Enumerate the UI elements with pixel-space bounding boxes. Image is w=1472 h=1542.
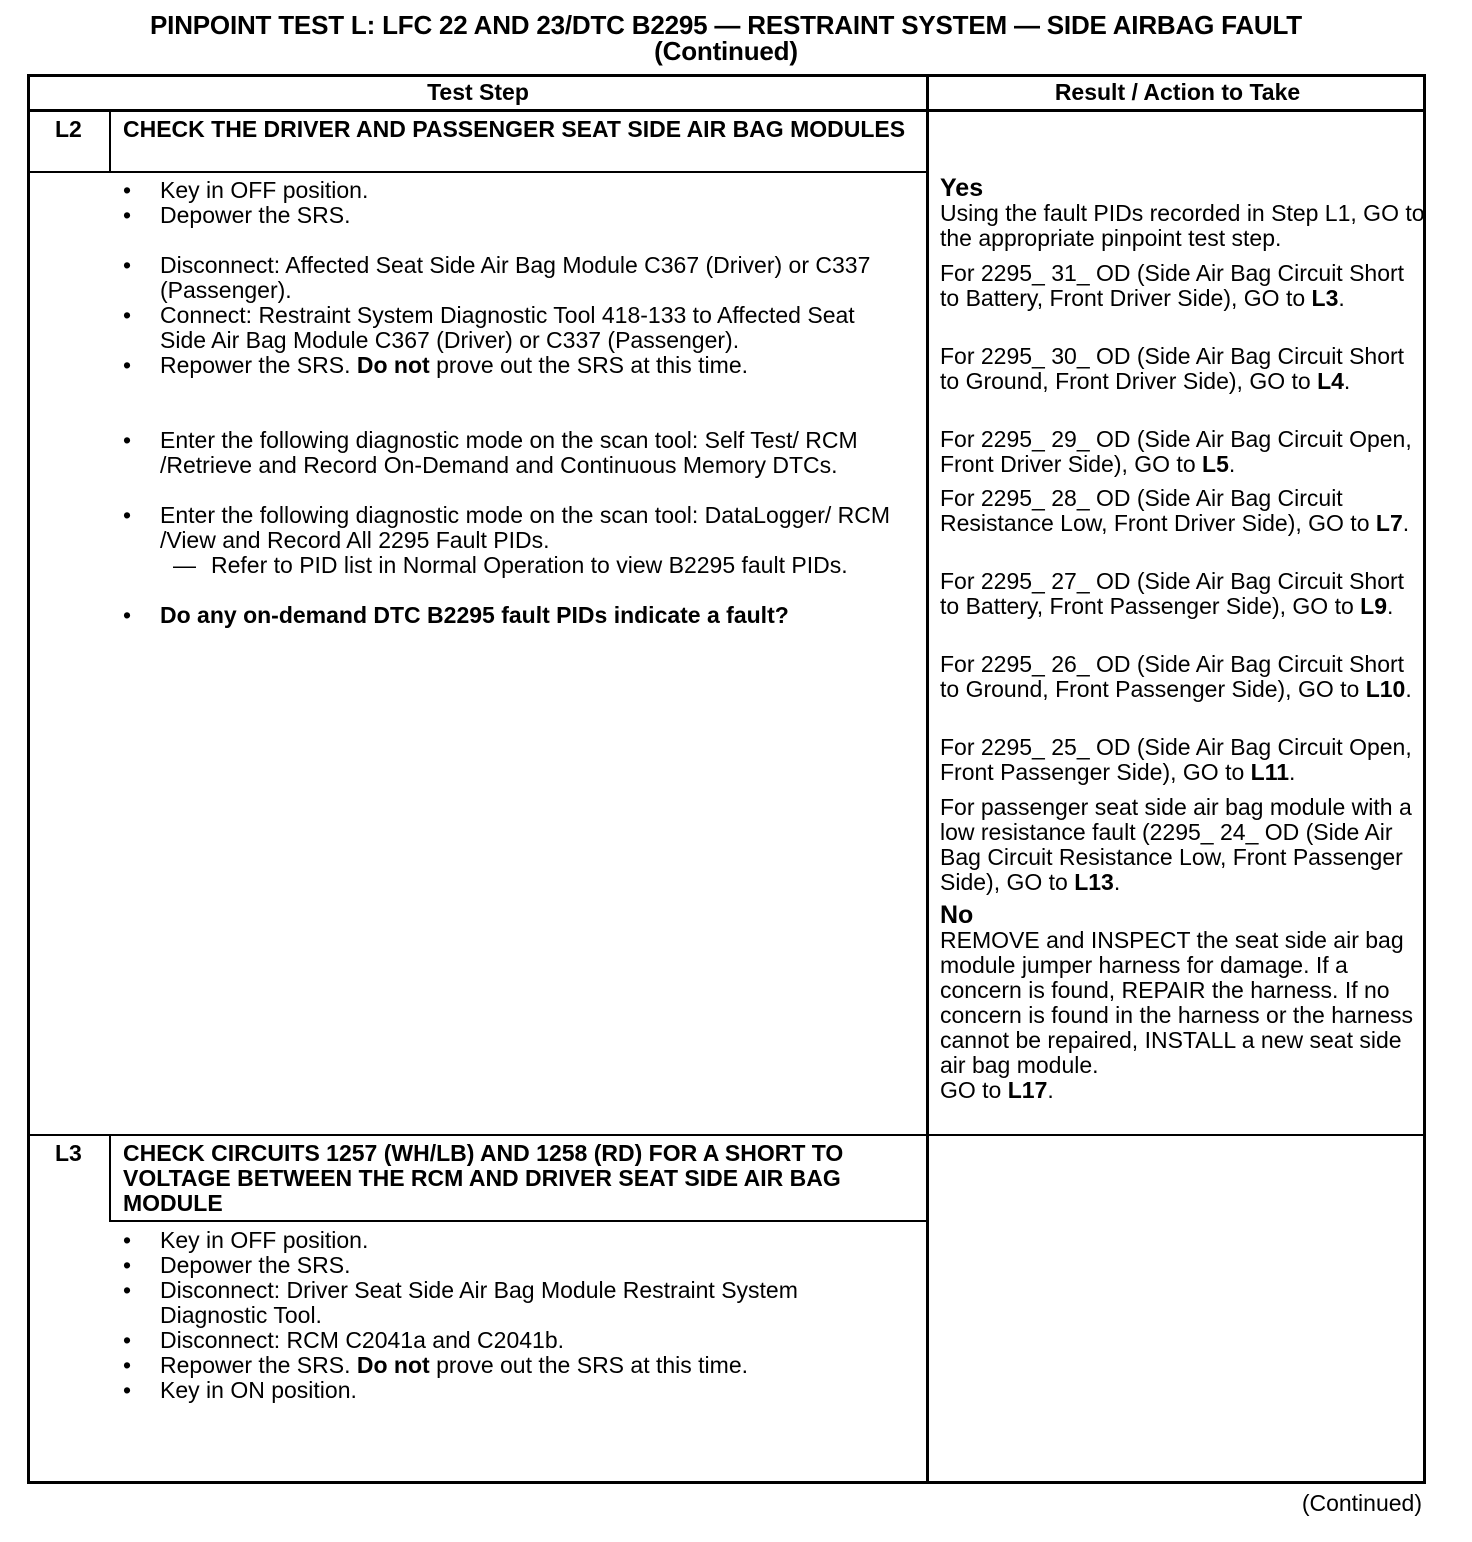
step-title: CHECK THE DRIVER AND PASSENGER SEAT SIDE AIR BAG MODULES [123, 116, 906, 142]
step-id: L3 [55, 1140, 82, 1166]
result-no-heading: No [940, 901, 974, 929]
result-case: For 2295_ 26_ OD (Side Air Bag Circuit Short to Ground, Front Passenger Side), GO to L10. [940, 651, 1412, 702]
result-case: For passenger seat side air bag module with a low resistance fault (2295_ 24_ OD (Side Air Bag Circuit Resistance Low, Front Passenger Side), GO to L13. [940, 794, 1412, 895]
step-row-rule [27, 1134, 1426, 1136]
step-title-rule-l3 [109, 1220, 927, 1222]
result-case: For 2295_ 25_ OD (Side Air Bag Circuit Open, Front Passenger Side), GO to L11. [940, 734, 1412, 785]
header-rule [27, 109, 1426, 112]
result-no-text: REMOVE and INSPECT the seat side air bag module jumper harness for damage. If a concern is found, REPAIR the harness. If no concern is found in the harness or the harness cannot be repaired, INSTALL a new seat side air bag module. [940, 927, 1414, 1078]
step-title: CHECK CIRCUITS 1257 (WH/LB) AND 1258 (RD) FOR A SHORT TO VOLTAGE BETWEEN THE RCM AND DRIVER SEAT SIDE AIR BAG MODULE [123, 1140, 844, 1216]
result-yes-intro: Using the fault PIDs recorded in Step L1, GO to the appropriate pinpoint test step. [940, 200, 1425, 251]
result-yes-block [940, 176, 1426, 251]
step-id-divider-l2 [109, 112, 111, 172]
column-header-result: Result / Action to Take [1054, 79, 1301, 105]
continued-footer: (Continued) [1301, 1490, 1422, 1516]
page-title: PINPOINT TEST L: LFC 22 AND 23/DTC B2295 — RESTRAINT SYSTEM — SIDE AIRBAG FAULT [150, 10, 1302, 40]
result-case: For 2295_ 27_ OD (Side Air Bag Circuit Short to Battery, Front Passenger Side), GO to L9. [940, 568, 1405, 619]
page-subtitle: (Continued) [654, 36, 798, 66]
column-header-test-step: Test Step [427, 79, 529, 105]
step-id-divider-l3 [109, 1136, 111, 1222]
result-no-goto: GO to L17. [940, 1077, 1054, 1103]
result-case: For 2295_ 29_ OD (Side Air Bag Circuit Open, Front Driver Side), GO to L5. [940, 426, 1412, 477]
result-case: For 2295_ 30_ OD (Side Air Bag Circuit Short to Ground, Front Driver Side), GO to L4. [940, 343, 1405, 394]
result-case: For 2295_ 28_ OD (Side Air Bag Circuit Resistance Low, Front Driver Side), GO to L7. [940, 485, 1410, 536]
result-no-block [940, 903, 1426, 1103]
result-yes-heading: Yes [940, 174, 984, 202]
step-title-rule-l2 [27, 171, 927, 173]
result-case: For 2295_ 31_ OD (Side Air Bag Circuit Short to Battery, Front Driver Side), GO to L3. [940, 260, 1405, 311]
column-divider [926, 74, 929, 1484]
step-id: L2 [55, 116, 82, 142]
